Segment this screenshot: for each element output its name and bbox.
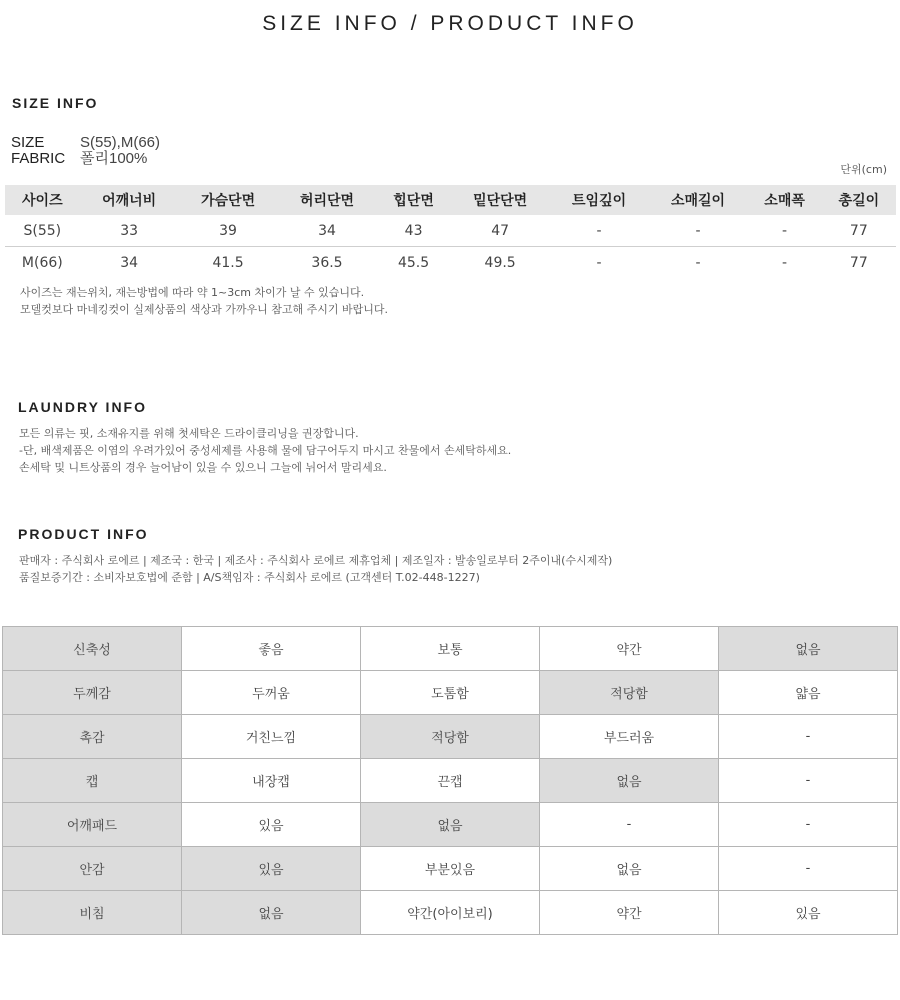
attribute-label: 비침: [3, 891, 182, 935]
table-cell: -: [550, 215, 649, 247]
column-header: 가슴단면: [179, 185, 278, 215]
note-line: 품질보증기간 : 소비자보호법에 준함 | A/S책임자 : 주식회사 로에르 (고객센터 T.02-448-1227): [19, 571, 480, 584]
attribute-option: 약간(아이보리): [361, 891, 540, 935]
column-header: 총길이: [822, 185, 896, 215]
size-table: [5, 185, 896, 278]
attribute-option: 부드러움: [540, 715, 719, 759]
table-cell: 43: [376, 215, 450, 247]
column-header: 소매길이: [649, 185, 748, 215]
product-info-title: PRODUCT INFO: [18, 526, 149, 542]
attribute-option: 없음: [182, 891, 361, 935]
attribute-option: 있음: [719, 891, 898, 935]
size-note: [20, 284, 388, 318]
product-text: [19, 552, 612, 586]
table-cell: -: [649, 215, 748, 247]
table-cell: 34: [120, 254, 139, 271]
attribute-label: 촉감: [3, 715, 182, 759]
table-cell: -: [695, 254, 701, 271]
attribute-row-lining: [3, 847, 898, 891]
table-cell: 33: [80, 215, 179, 247]
attribute-option: 좋음: [182, 627, 361, 671]
table-cell: 49.5: [484, 254, 516, 271]
size-table-header: [5, 185, 896, 215]
attribute-option: 있음: [182, 803, 361, 847]
attribute-row-thickness: [3, 671, 898, 715]
attribute-option: 두꺼움: [182, 671, 361, 715]
attribute-label: 두께감: [3, 671, 182, 715]
size-info-title: SIZE INFO: [12, 95, 99, 111]
attribute-label: 어깨패드: [3, 803, 182, 847]
table-cell: -: [782, 254, 788, 271]
attribute-option: 적당함: [361, 715, 540, 759]
table-cell: 77: [849, 254, 868, 271]
attribute-option: -: [540, 803, 719, 847]
laundry-text: [19, 425, 511, 476]
size-label: SIZE: [11, 134, 45, 151]
attribute-option: -: [719, 759, 898, 803]
attribute-row-shoulder-pad: [3, 803, 898, 847]
attribute-row-see-through: [3, 891, 898, 935]
attribute-label: 안감: [3, 847, 182, 891]
attribute-option: 약간: [540, 891, 719, 935]
table-cell: 47: [451, 215, 550, 247]
attribute-option: 약간: [540, 627, 719, 671]
note-line: 사이즈는 재는위치, 재는방법에 따라 약 1~3cm 차이가 날 수 있습니다.: [20, 286, 365, 299]
attribute-option: 거친느낌: [182, 715, 361, 759]
note-line: 모든 의류는 핏, 소재유지를 위해 첫세탁은 드라이클리닝을 권장합니다.: [19, 427, 359, 440]
fabric-label: FABRIC: [11, 150, 66, 167]
attribute-option: 없음: [540, 759, 719, 803]
table-cell: 39: [179, 215, 278, 247]
table-cell: 41.5: [212, 254, 244, 271]
table-cell: 34: [278, 215, 377, 247]
attribute-option: 없음: [540, 847, 719, 891]
table-row: [5, 247, 896, 279]
column-header: 밑단단면: [451, 185, 550, 215]
attribute-option: 도톰함: [361, 671, 540, 715]
table-cell: 36.5: [311, 254, 343, 271]
attribute-row-stretch: [3, 627, 898, 671]
table-cell: M(66): [21, 254, 63, 271]
attribute-label: 신축성: [3, 627, 182, 671]
page-title: SIZE INFO / PRODUCT INFO: [262, 12, 638, 35]
table-cell: -: [747, 215, 821, 247]
attribute-option: 적당함: [540, 671, 719, 715]
column-header: 허리단면: [278, 185, 377, 215]
attribute-option: 부분있음: [361, 847, 540, 891]
attribute-option: -: [719, 803, 898, 847]
fabric-value: 폴리100%: [80, 150, 148, 167]
attribute-option: 있음: [182, 847, 361, 891]
product-attribute-table: [2, 626, 898, 935]
column-header: 힙단면: [376, 185, 450, 215]
table-cell: S(55): [5, 215, 80, 247]
attribute-row-cup: [3, 759, 898, 803]
table-cell: 45.5: [397, 254, 430, 271]
laundry-info-title: LAUNDRY INFO: [18, 399, 147, 415]
attribute-option: -: [719, 847, 898, 891]
table-cell: 77: [822, 215, 896, 247]
table-cell: -: [596, 254, 602, 271]
attribute-option: 내장캡: [182, 759, 361, 803]
note-line: 모델컷보다 마네킹컷이 실제상품의 색상과 가까우니 참고해 주시기 바랍니다.: [20, 303, 389, 316]
attribute-option: 보통: [361, 627, 540, 671]
column-header: 트임깊이: [550, 185, 649, 215]
column-header: 사이즈: [5, 185, 80, 215]
attribute-option: 얇음: [719, 671, 898, 715]
note-line: 손세탁 및 니트상품의 경우 늘어남이 있을 수 있으니 그늘에 뉘어서 말리세요.: [19, 461, 387, 474]
column-header: 소매폭: [747, 185, 821, 215]
attribute-option: -: [719, 715, 898, 759]
size-value: S(55),M(66): [80, 134, 161, 151]
note-line: 판매자 : 주식회사 로에르 | 제조국 : 한국 | 제조사 : 주식회사 로에르 제휴업체 | 제조일자 : 발송일로부터 2주이내(수시제작): [19, 554, 613, 567]
attribute-label: 캡: [3, 759, 182, 803]
attribute-option: 없음: [361, 803, 540, 847]
unit-label: 단위(cm): [840, 163, 887, 176]
attribute-row-texture: [3, 715, 898, 759]
column-header: 어깨너비: [80, 185, 179, 215]
attribute-option: 없음: [719, 627, 898, 671]
table-row: [5, 215, 896, 247]
attribute-option: 끈캡: [361, 759, 540, 803]
note-line: -단, 배색제품은 이염의 우려가있어 중성세제를 사용해 물에 담구어두지 마시고 찬물에서 손세탁하세요.: [19, 444, 512, 457]
